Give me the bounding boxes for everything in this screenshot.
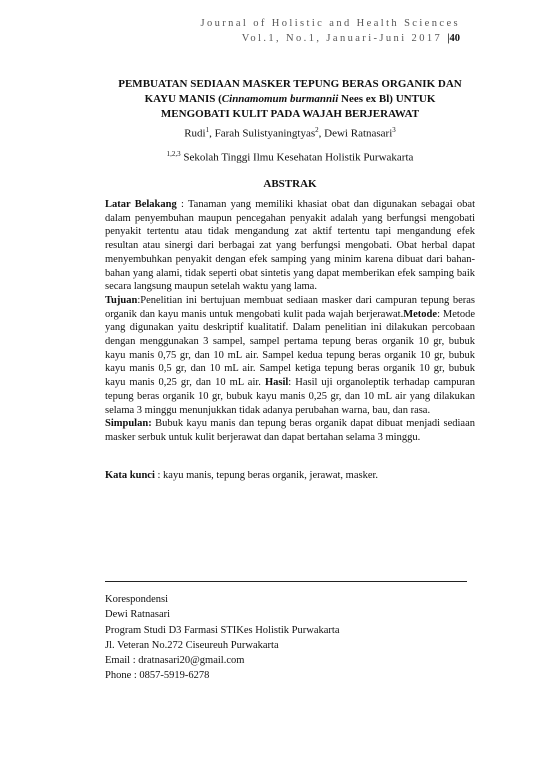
keywords-label: Kata kunci xyxy=(105,470,155,481)
author-sup: 1 xyxy=(205,126,210,134)
journal-header xyxy=(200,16,460,46)
abstract-conclusion xyxy=(105,417,475,444)
abstract-method-section xyxy=(105,294,475,417)
author-sup: 2 xyxy=(315,126,319,134)
correspondence-name: Dewi Ratnasari xyxy=(105,609,171,621)
objective-text: :Penelitian ini bertujuan membuat sediaan masker dari campuran tepung beras organik dan kayu manis untuk mengobati kulit pada wajah berjerawat. xyxy=(105,294,475,320)
page-number: 40 xyxy=(449,33,460,44)
title-line-2 xyxy=(100,92,480,107)
result-label: Hasil xyxy=(264,377,289,389)
correspondence-email: Email : dratnasari20@gmail.com xyxy=(105,655,245,667)
author-name: Rudi xyxy=(184,127,206,140)
title-line-3: MENGOBATI KULIT PADA WAJAH BERJERAWAT xyxy=(160,108,420,120)
scientific-name: Cinnamomum burmannii xyxy=(221,93,339,105)
paper-title xyxy=(100,77,480,122)
objective-label: Tujuan xyxy=(105,294,138,306)
correspondence-program: Program Studi D3 Farmasi STIKes Holistik Purwakarta xyxy=(105,624,340,636)
abstract-body xyxy=(105,198,475,445)
correspondence-phone: Phone : 0857-5919-6278 xyxy=(105,670,210,682)
correspondence-heading: Korespondensi xyxy=(105,594,168,605)
footnote-divider xyxy=(105,581,467,582)
keywords-text: : kayu manis, tepung beras organik, jerawat, masker. xyxy=(154,470,379,481)
title-line-2-post: Nees ex Bl) UNTUK xyxy=(338,93,436,105)
background-text: : Tanaman yang memiliki khasiat obat dan digunakan sebagai obat dalam penyembuhan maupun pencegahan penyakit adalah yang berfungsi mengobati penyakit tertentu atau tidak mengandung zat aktif tertentu tapi mengandung efek resultan atau sinergi dari berbagai zat yang berfungsi mengobati. Obat herbal dapat menyembuhkan penyakit dengan efek samping yang minim karena dibuat dari bahan-bahan yang alami, tidak seperti obat sintetis yang dapat memberikan efek samping baik secara langsung maupun setelah waktu yang lama. xyxy=(105,199,475,293)
correspondence xyxy=(105,592,339,684)
result-text: : Hasil uji organoleptik terhadap campuran tepung beras organik 10 gr, bubuk kayu manis 0,25 gr, dan 10 mL air yang dilakukan selama 3 minggu menunjukkan tidak adanya perubahan warna, bau, dan rasa. xyxy=(105,377,475,416)
author-list xyxy=(100,126,480,140)
title-line-2-pre: KAYU MANIS ( xyxy=(144,93,222,105)
method-text: : Metode yang digunakan yaitu deskriptif kualitatif. Dalam penelitian ini dilakukan percobaan dengan menggunakan 3 sampel, sampel pertama tepung beras organik 10 gr, bubuk kayu manis 0,75 gr, dan 10 mL air. Sampel kedua tepung beras organik 10 gr, bubuk kayu manis 0,5 gr, dan 10 mL air. Sampel ketiga tepung beras organik 10 gr, bubuk kayu manis 0,25 gr, dan 10 mL air. xyxy=(105,308,475,389)
background-label: Latar Belakang xyxy=(105,199,177,210)
journal-volume-line xyxy=(200,31,460,46)
abstract-heading: ABSTRAK xyxy=(263,178,317,190)
author-sup: 3 xyxy=(392,126,396,134)
correspondence-address: Jl. Veteran No.272 Ciseureuh Purwakarta xyxy=(105,639,279,651)
abstract-background xyxy=(105,198,475,294)
method-label: Metode xyxy=(403,308,438,320)
affiliation-text: Sekolah Tinggi Ilmu Kesehatan Holistik Purwakarta xyxy=(180,151,414,164)
author-name: Dewi Ratnasari xyxy=(324,127,393,140)
conclusion-label: Simpulan: xyxy=(105,418,152,430)
author-sep: , xyxy=(209,127,215,140)
separator: | xyxy=(447,33,450,44)
author-name: Farah Sulistyaningtyas xyxy=(214,127,316,140)
journal-name: Journal of Holistic and Health Sciences xyxy=(200,18,460,29)
affiliation-sup: 1,2,3 xyxy=(166,150,181,158)
keywords xyxy=(105,470,475,481)
affiliation xyxy=(100,150,480,164)
journal-volume: Vol.1, No.1, Januari-Juni 2017 xyxy=(241,33,443,44)
conclusion-text: Bubuk kayu manis dan tepung beras organik dapat dibuat menjadi sediaan masker serbuk untuk kulit berjerawat dan dapat bertahan selama 3 minggu. xyxy=(105,418,475,443)
author-sep: , xyxy=(318,127,325,140)
title-line-1: PEMBUATAN SEDIAAN MASKER TEPUNG BERAS ORGANIK DAN xyxy=(118,78,462,90)
